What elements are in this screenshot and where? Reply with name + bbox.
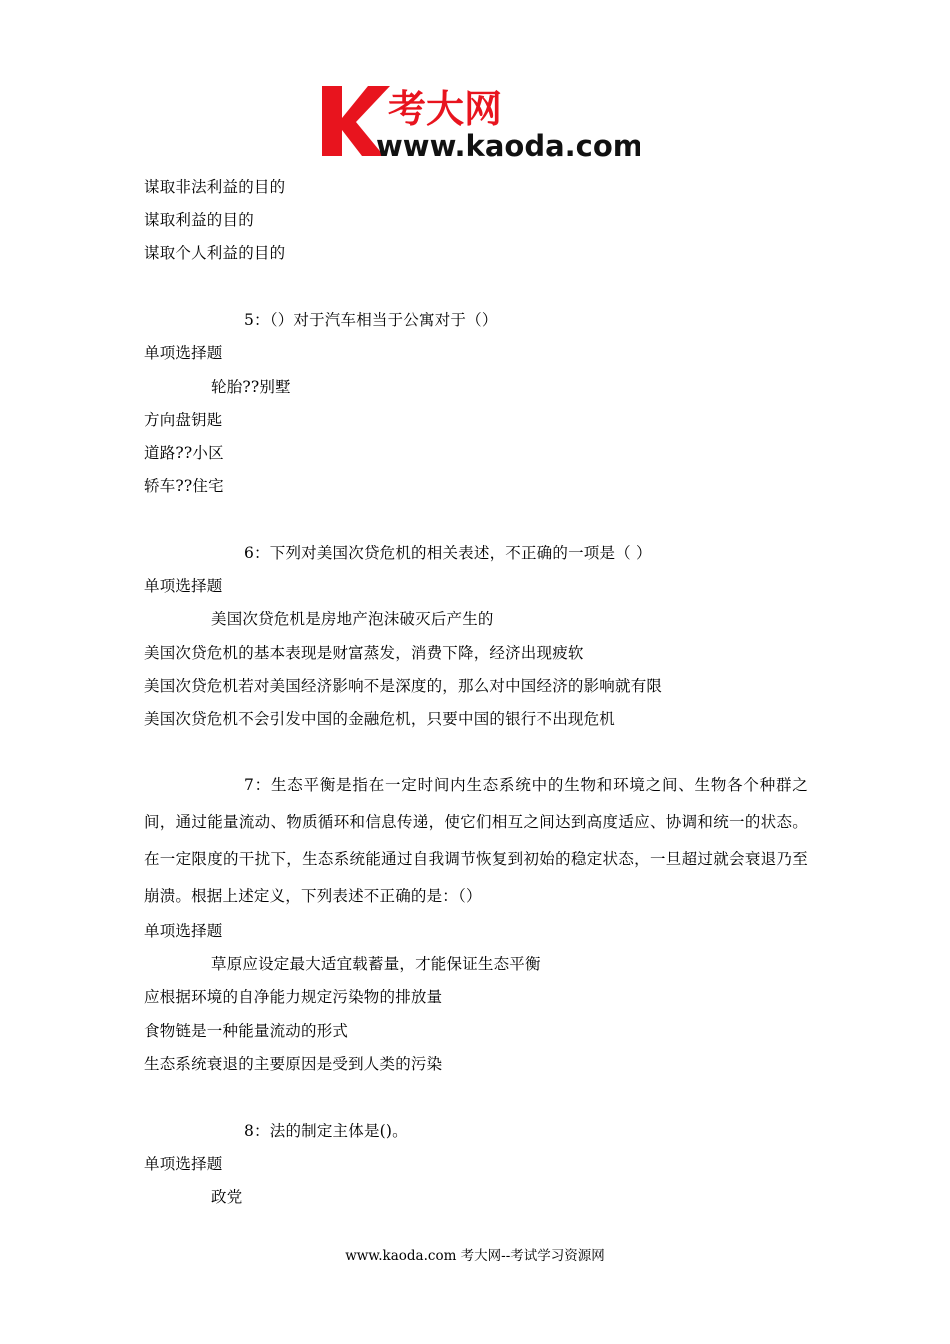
question-7-option-a: 草原应设定最大适宜载蓄量，才能保证生态平衡 <box>211 955 541 973</box>
question-7-stem: 7：生态平衡是指在一定时间内生态系统中的生物和环境之间、生物各个种群之间，通过能量流动、物质循环和信息传递，使它们相互之间达到高度适应、协调和统一的状态。在一定限度的干扰下，生态系统能通过自我调节恢复到初始的稳定状态，一旦超过就会衰退乃至崩溃。根据上述定义，下列表述不正确的是：（） <box>144 776 808 905</box>
kaoda-logo <box>318 84 640 160</box>
question-7-type: 单项选择题 <box>144 922 223 940</box>
question-6-option-d: 美国次贷危机不会引发中国的金融危机，只要中国的银行不出现危机 <box>144 710 616 728</box>
question-5-option-b: 方向盘钥匙 <box>144 411 223 429</box>
question-5-option-c: 道路??小区 <box>144 444 224 462</box>
option-text: 谋取个人利益的目的 <box>144 244 286 262</box>
kaoda-logo-graphic <box>318 84 640 160</box>
question-5-stem: 5：（）对于汽车相当于公寓对于（） <box>244 311 498 329</box>
logo-brand-text: 考大网 <box>388 87 503 131</box>
question-8-type: 单项选择题 <box>144 1155 223 1173</box>
question-7-option-b: 应根据环境的自净能力规定污染物的排放量 <box>144 988 443 1006</box>
question-5-option-a: 轮胎??别墅 <box>211 378 291 396</box>
question-6-option-c: 美国次贷危机若对美国经济影响不是深度的，那么对中国经济的影响就有限 <box>144 677 663 695</box>
question-5-option-d: 轿车??住宅 <box>144 477 224 495</box>
question-6-type: 单项选择题 <box>144 577 223 595</box>
logo-url-text: www.kaoda.com <box>376 129 640 160</box>
question-7-option-c: 食物链是一种能量流动的形式 <box>144 1022 349 1040</box>
question-6-option-a: 美国次贷危机是房地产泡沫破灭后产生的 <box>211 610 494 628</box>
question-6-option-b: 美国次贷危机的基本表现是财富蒸发，消费下降，经济出现疲软 <box>144 644 584 662</box>
option-text: 谋取非法利益的目的 <box>144 178 286 196</box>
question-8-option-a: 政党 <box>211 1188 243 1206</box>
page-footer: www.kaoda.com 考大网--考试学习资源网 <box>345 1248 605 1264</box>
option-text: 谋取利益的目的 <box>144 211 254 229</box>
question-7-option-d: 生态系统衰退的主要原因是受到人类的污染 <box>144 1055 443 1073</box>
question-6-stem: 6：下列对美国次贷危机的相关表述，不正确的一项是（ ） <box>244 544 652 562</box>
question-8-stem: 8：法的制定主体是()。 <box>244 1122 408 1140</box>
question-5-type: 单项选择题 <box>144 344 223 362</box>
